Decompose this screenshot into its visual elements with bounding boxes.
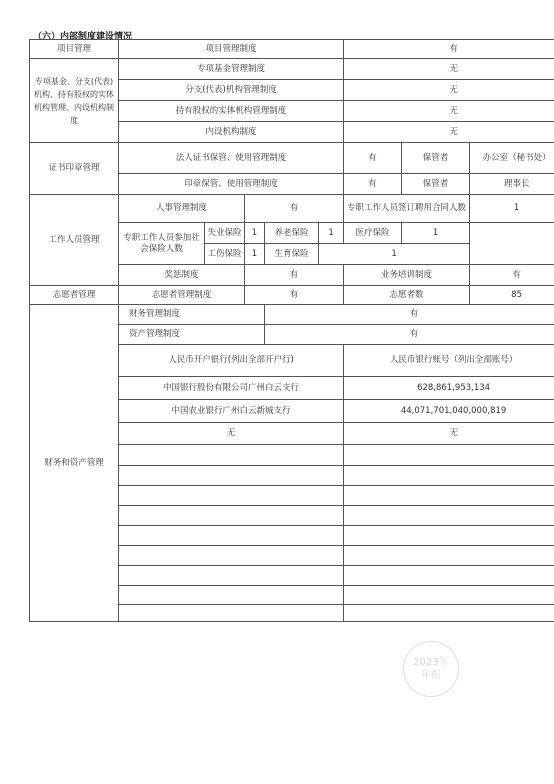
stamp-label: 年报 xyxy=(421,670,441,681)
stamp-year: 2023年 xyxy=(413,657,449,668)
bank-account: 无 xyxy=(344,423,554,445)
maternity-value: 1 xyxy=(319,244,470,265)
bank-name xyxy=(119,486,344,506)
seal-stamp-keeper: 理事长 xyxy=(470,174,554,195)
reward-label: 奖惩制度 xyxy=(119,265,245,286)
finance-system-value: 有 xyxy=(265,305,554,325)
contract-value: 1 xyxy=(470,195,554,223)
seal-category: 证书印章管理 xyxy=(30,143,119,195)
section-title: （六）内部制度建设情况 xyxy=(33,32,133,42)
bank-account xyxy=(344,466,554,486)
unemployment-label: 失业保险 xyxy=(205,223,245,244)
bank-name xyxy=(119,526,344,546)
seal-stamp-keeper-label: 保管者 xyxy=(402,174,470,195)
asset-system-value: 有 xyxy=(265,325,554,345)
seal-certificate-keeper: 办公室（秘书处） xyxy=(470,143,554,174)
volunteer-system-value: 有 xyxy=(245,286,344,305)
account-header: 人民币银行账号（列出全部账号） xyxy=(344,345,554,377)
project-category: 项目管理 xyxy=(30,40,119,59)
insurance-label: 专职工作人员参加社会保险人数 xyxy=(119,223,205,265)
volunteer-count-value: 85 xyxy=(470,286,554,305)
bank-account xyxy=(344,566,554,586)
volunteer-count-label: 志愿者数 xyxy=(344,286,470,305)
pension-value: 1 xyxy=(319,223,344,244)
training-label: 业务培训制度 xyxy=(344,265,470,286)
hr-value: 有 xyxy=(245,195,344,223)
branch-value: 无 xyxy=(344,122,554,143)
seal-certificate-value: 有 xyxy=(344,143,402,174)
seal-stamp-value: 有 xyxy=(344,174,402,195)
bank-name xyxy=(119,566,344,586)
bank-account xyxy=(344,546,554,566)
branch-item: 分支(代表)机构管理制度 xyxy=(119,80,344,101)
bank-name: 无 xyxy=(119,423,344,445)
bank-name: 中国银行股份有限公司广州白云支行 xyxy=(119,377,344,400)
bank-account: 44,071,701,040,000,819 xyxy=(344,400,554,423)
branch-item: 内设机构制度 xyxy=(119,122,344,143)
bank-account xyxy=(344,506,554,526)
bank-account xyxy=(344,445,554,466)
medical-label: 医疗保险 xyxy=(344,223,402,244)
bank-name-empty xyxy=(119,586,344,605)
volunteer-system-label: 志愿者管理制度 xyxy=(119,286,245,305)
bank-header: 人民币开户银行(列出全部开户行) xyxy=(119,345,344,377)
training-value: 有 xyxy=(470,265,554,286)
bank-name-empty xyxy=(119,605,344,622)
injury-value: 1 xyxy=(245,244,265,265)
bank-account-empty xyxy=(344,586,554,605)
maternity-label: 生育保险 xyxy=(265,244,319,265)
unemployment-value: 1 xyxy=(245,223,265,244)
bank-name xyxy=(119,506,344,526)
branch-value: 无 xyxy=(344,59,554,80)
branch-category: 专项基金、分支(代表)机构、持有股权的实体机构管理、内设机构制度 xyxy=(30,59,119,143)
branch-item: 专项基金管理制度 xyxy=(119,59,344,80)
seal-certificate-keeper-label: 保管者 xyxy=(402,143,470,174)
pension-label: 养老保险 xyxy=(265,223,319,244)
annual-report-stamp xyxy=(403,641,459,697)
branch-item: 持有股权的实体机构管理制度 xyxy=(119,101,344,122)
bank-account: 628,861,953,134 xyxy=(344,377,554,400)
medical-value: 1 xyxy=(402,223,470,244)
injury-label: 工伤保险 xyxy=(205,244,245,265)
internal-system-table xyxy=(29,39,554,622)
bank-account xyxy=(344,526,554,546)
bank-account xyxy=(344,486,554,506)
project-value: 有 xyxy=(344,40,554,59)
staff-category: 工作人员管理 xyxy=(30,195,119,286)
bank-name: 中国农业银行广州白云新城支行 xyxy=(119,400,344,423)
seal-certificate-item: 法人证书保管、使用管理制度 xyxy=(119,143,344,174)
bank-name xyxy=(119,466,344,486)
reward-value: 有 xyxy=(245,265,344,286)
bank-name xyxy=(119,546,344,566)
volunteer-category: 志愿者管理 xyxy=(30,286,119,305)
bank-account-empty xyxy=(344,605,554,622)
bank-name xyxy=(119,445,344,466)
contract-label: 专职工作人员签订聘用合同人数 xyxy=(344,195,470,223)
branch-value: 无 xyxy=(344,101,554,122)
finance-system-label: 财务管理制度 xyxy=(119,305,265,325)
finance-category: 财务和资产管理 xyxy=(30,305,119,622)
asset-system-label: 资产管理制度 xyxy=(119,325,265,345)
branch-value: 无 xyxy=(344,80,554,101)
hr-label: 人事管理制度 xyxy=(119,195,245,223)
seal-stamp-item: 印章保管、使用管理制度 xyxy=(119,174,344,195)
project-item: 项目管理制度 xyxy=(119,40,344,59)
